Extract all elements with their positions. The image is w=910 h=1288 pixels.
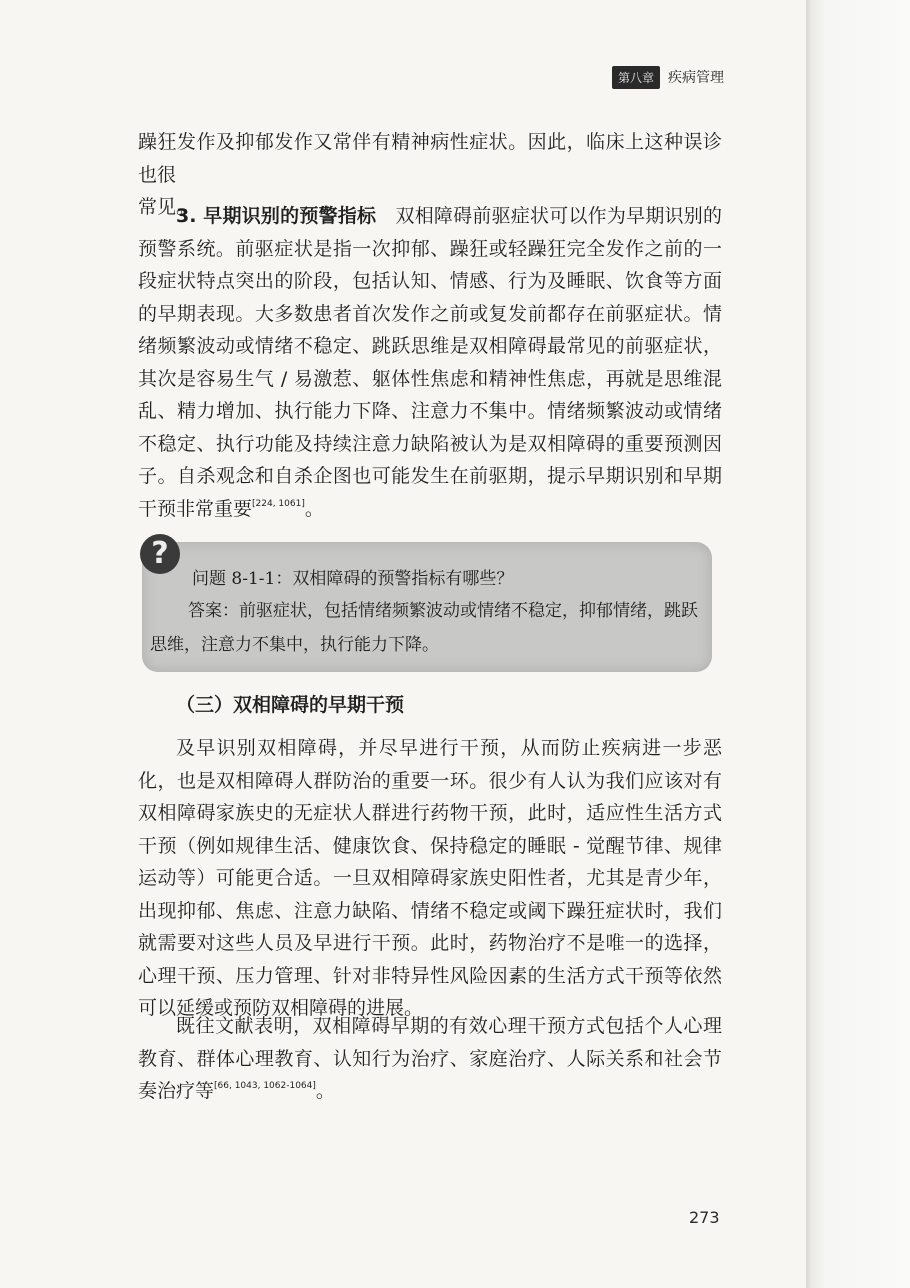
paragraph-early-intervention (138, 732, 722, 1025)
question-mark-icon: ? (140, 534, 180, 574)
chapter-badge: 第八章 (612, 66, 660, 89)
paragraph-warning-indicators (138, 200, 722, 525)
qa-question: 问题 8-1-1：双相障碍的预警指标有哪些？ (192, 569, 514, 589)
header-title: 疾病管理 (668, 70, 725, 86)
paragraph-literature (138, 1010, 722, 1108)
paragraph-heading: 3. 早期识别的预警指标 (176, 205, 377, 227)
paragraph-end: 。 (315, 1080, 335, 1102)
paragraph-line: 常见。 (138, 196, 196, 218)
section-heading: （三）双相障碍的早期干预 (176, 694, 405, 716)
paragraph-body: 既往文献表明，双相障碍早期的有效心理干预方式包括个人心理教育、群体心理教育、认知行为治疗、家庭治疗、人际关系和社会节奏治疗等 (138, 1015, 722, 1102)
page-edge-shadow (806, 0, 910, 1288)
running-header (612, 64, 724, 90)
citation: [224, 1061] (252, 498, 305, 509)
paragraph-body: 及早识别双相障碍，并尽早进行干预，从而防止疾病进一步恶化，也是双相障碍人群防治的重要一环。很少有人认为我们应该对有双相障碍家族史的无症状人群进行药物干预，此时，适应性生活方式干预（例如规律生活、健康饮食、保持稳定的睡眠 - 觉醒节律、规律运动等）可能更合适。一旦双相障碍家族史阳性者，尤其是青少年，出现抑郁、焦虑、注意力缺陷、情绪不稳定或阈下躁狂症状时，我们就需要对这些人员及早进行干预。此时，药物治疗不是唯一的选择，心理干预、压力管理、针对非特异性风险因素的生活方式干预等依然可以延缓或预防双相障碍的进展。 (138, 737, 722, 1019)
paragraph-line: 躁狂发作及抑郁发作又常伴有精神病性症状。因此，临床上这种误诊也很 (138, 131, 722, 186)
citation: [66, 1043, 1062-1064] (214, 1081, 316, 1091)
page-number: 273 (689, 1208, 720, 1227)
paragraph-end: 。 (304, 497, 324, 520)
qa-answer: 答案：前驱症状，包括情绪频繁波动或情绪不稳定，抑郁情绪，跳跃思维，注意力不集中，执行能力下降。 (150, 601, 698, 655)
paragraph-body: 双相障碍前驱症状可以作为早期识别的预警系统。前驱症状是指一次抑郁、躁狂或轻躁狂完全发作之前的一段症状特点突出的阶段，包括认知、情感、行为及睡眠、饮食等方面的早期表现。大多数患者首次发作之前或复发前都存在前驱症状。情绪频繁波动或情绪不稳定、跳跃思维是双相障碍最常见的前驱症状，其次是容易生气 / 易激惹、躯体性焦虑和精神性焦虑，再就是思维混乱、精力增加、执行能力下降、注意力不集中。情绪频繁波动或情绪不稳定、执行功能及持续注意力缺陷被认为是双相障碍的重要预测因子。自杀观念和自杀企图也可能发生在前驱期，提示早期识别和早期干预非常重要 (138, 205, 722, 520)
